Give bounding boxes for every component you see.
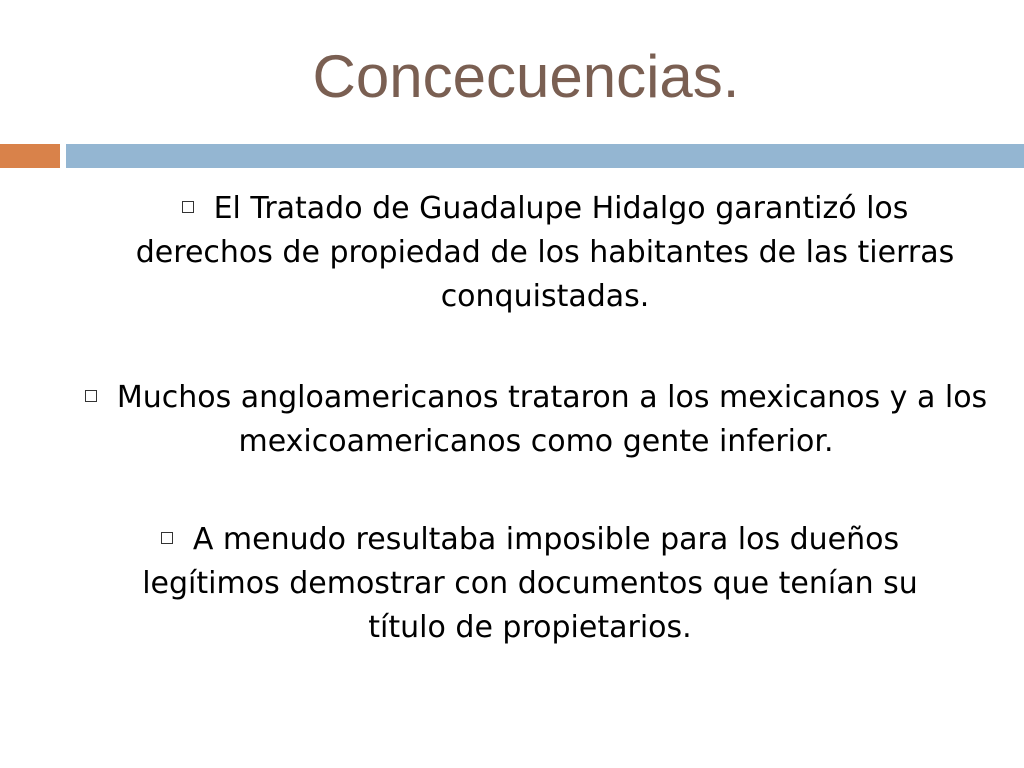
bullet-text-2: Muchos angloamericanos trataron a los mexicanos y a los mexicoamericanos como gente inferior.: [116, 380, 988, 459]
accent-bar-blue: [66, 144, 1024, 168]
bullet-text-3: A menudo resultaba imposible para los dueños legítimos demostrar con documentos que tenían su título de propietarios.: [142, 522, 918, 645]
hollow-square-bullet-icon: [182, 201, 194, 213]
bullet-item-1: [120, 187, 970, 319]
hollow-square-bullet-icon: [85, 390, 97, 402]
slide-title: Concecuencias.: [312, 43, 740, 110]
bullet-item-2: [76, 376, 996, 464]
bullet-item-3: [100, 518, 960, 650]
bullet-text-1: El Tratado de Guadalupe Hidalgo garantizó los derechos de propiedad de los habitantes de las tierras conquistadas.: [135, 191, 955, 314]
accent-bar-orange: [0, 144, 60, 168]
hollow-square-bullet-icon: [161, 532, 173, 544]
